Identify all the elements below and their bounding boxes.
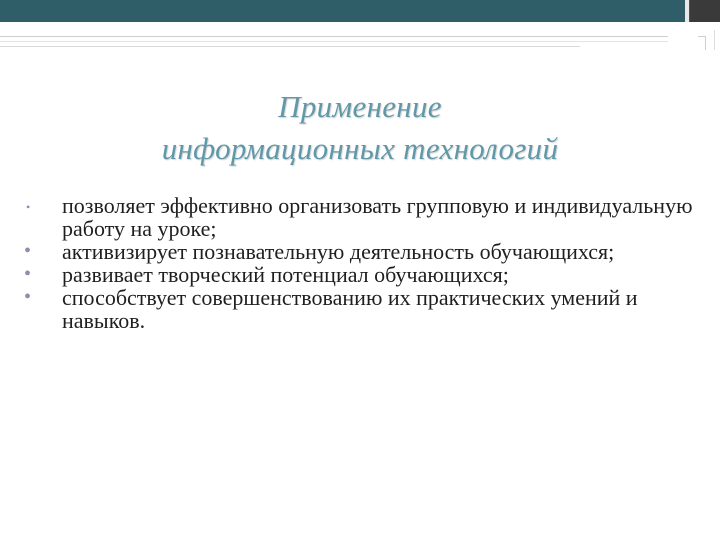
title-line-2: информационных технологий — [161, 131, 559, 166]
list-item — [18, 240, 698, 263]
bullet-icon: • — [26, 200, 31, 214]
slide-title — [40, 86, 680, 170]
bullet-icon: • — [24, 240, 32, 262]
bullet-icon: • — [24, 263, 32, 285]
bullet-text: позволяет эффективно организовать групповую и индивидуальную работу на уроке; — [62, 193, 693, 241]
list-item — [18, 286, 698, 332]
title-line-1: Применение — [278, 89, 442, 124]
top-band-teal — [0, 0, 690, 22]
bullet-text: активизирует познавательную деятельность обучающихся; — [62, 239, 615, 264]
decorative-line — [714, 30, 715, 50]
top-band-dark — [690, 0, 720, 22]
top-decorative-band — [0, 0, 720, 24]
list-item — [18, 263, 698, 286]
decorative-line — [0, 36, 668, 37]
bullet-text: способствует совершенствованию их практических умений и навыков. — [62, 285, 638, 333]
bullet-icon: • — [24, 286, 32, 308]
bullet-text: развивает творческий потенциал обучающихся; — [62, 262, 509, 287]
decorative-line — [698, 36, 706, 37]
list-item — [18, 194, 698, 240]
decorative-line — [0, 46, 580, 47]
decorative-line — [0, 41, 668, 42]
bullet-list — [18, 194, 698, 332]
decorative-line — [705, 36, 706, 50]
top-band-separator — [685, 0, 689, 22]
